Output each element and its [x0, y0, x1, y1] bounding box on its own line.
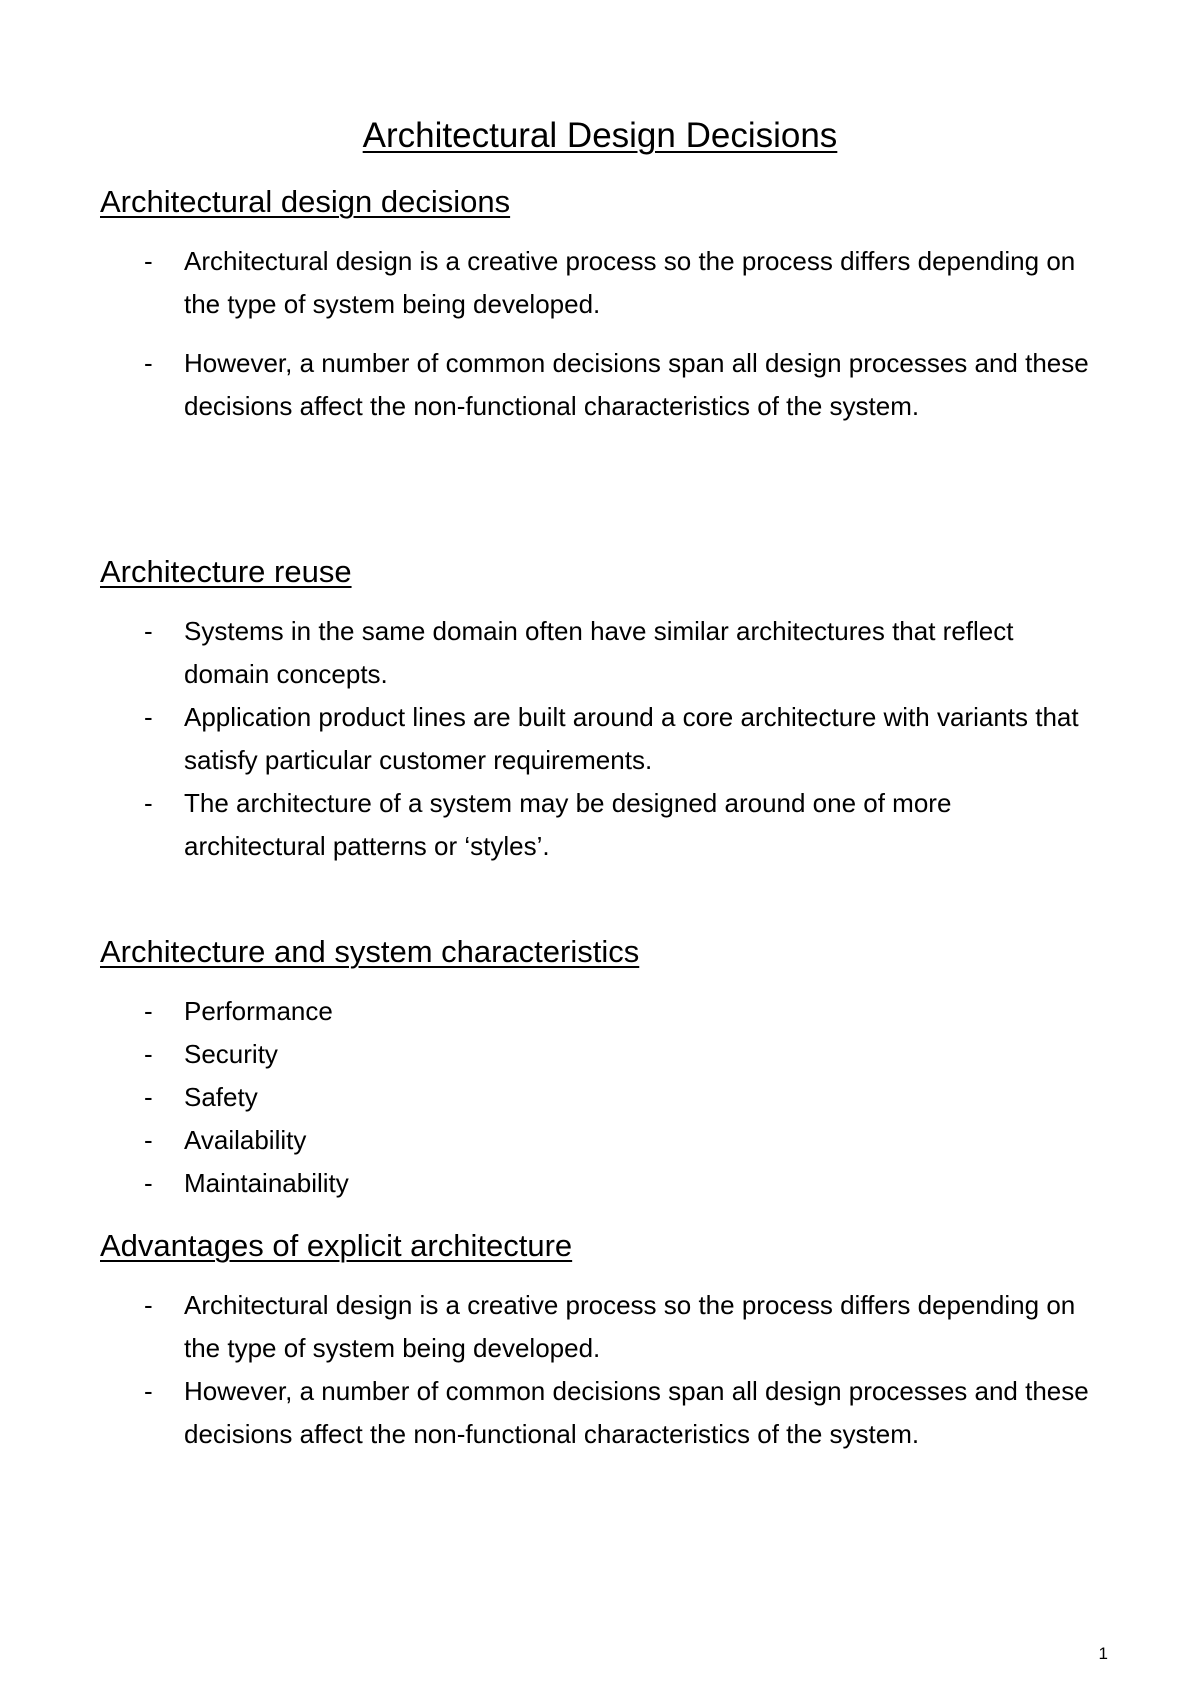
- section-advantages-of-explicit-architecture: [100, 1226, 1100, 1456]
- list-item-text: Safety: [184, 1082, 258, 1112]
- list-item-text: The architecture of a system may be designed around one of more architectural patterns or ‘styles’.: [184, 788, 952, 861]
- bullet-marker: -: [144, 1376, 153, 1406]
- section-architecture-and-system-characteristics: [100, 932, 1100, 1205]
- list-item: [100, 240, 1100, 326]
- bullet-marker: -: [144, 1082, 153, 1112]
- list-item-text: Architectural design is a creative process so the process differs depending on the type of system being developed.: [184, 1290, 1076, 1363]
- list-item: [100, 1370, 1100, 1456]
- bullet-marker: -: [144, 348, 153, 378]
- list-item-text: Architectural design is a creative process so the process differs depending on the type of system being developed.: [184, 246, 1076, 319]
- bullet-marker: -: [144, 616, 153, 646]
- list-item: [100, 610, 1100, 696]
- bullet-marker: -: [144, 1290, 153, 1320]
- list-item: [100, 342, 1100, 428]
- list-item: [100, 696, 1100, 782]
- list-item: [100, 1284, 1100, 1370]
- bullet-list: [100, 610, 1100, 868]
- bullet-marker: -: [144, 996, 153, 1026]
- bullet-list: [100, 240, 1100, 428]
- bullet-list: [100, 1284, 1100, 1456]
- list-item-text: Security: [184, 1039, 278, 1069]
- bullet-list: [100, 990, 1100, 1205]
- list-item: [100, 990, 1100, 1033]
- section-heading: Architecture reuse: [100, 554, 352, 589]
- document-title: Architectural Design Decisions: [362, 116, 838, 155]
- list-item-text: Systems in the same domain often have similar architectures that reflect domain concepts.: [184, 616, 1014, 689]
- bullet-marker: -: [144, 788, 153, 818]
- bullet-marker: -: [144, 1039, 153, 1069]
- bullet-marker: -: [144, 1125, 153, 1155]
- list-item-text: However, a number of common decisions span all design processes and these decisions affect the non-functional characteristics of the system.: [184, 348, 1089, 421]
- page-number: 1: [1098, 1644, 1108, 1663]
- list-item: [100, 1162, 1100, 1205]
- list-item-text: Maintainability: [184, 1168, 349, 1198]
- list-item: [100, 1033, 1100, 1076]
- list-item: [100, 782, 1100, 868]
- section-heading: Architectural design decisions: [100, 184, 511, 219]
- bullet-marker: -: [144, 702, 153, 732]
- section-heading: Architecture and system characteristics: [100, 934, 640, 969]
- section-heading: Advantages of explicit architecture: [100, 1228, 573, 1263]
- bullet-marker: -: [144, 1168, 153, 1198]
- list-item-text: However, a number of common decisions span all design processes and these decisions affect the non-functional characteristics of the system.: [184, 1376, 1089, 1449]
- list-item: [100, 1119, 1100, 1162]
- section-architectural-design-decisions: [100, 182, 1100, 428]
- bullet-marker: -: [144, 246, 153, 276]
- list-item-text: Application product lines are built around a core architecture with variants that satisfy particular customer requirements.: [184, 702, 1079, 775]
- list-item: [100, 1076, 1100, 1119]
- list-item-text: Performance: [184, 996, 333, 1026]
- section-architecture-reuse: [100, 552, 1100, 868]
- list-item-text: Availability: [184, 1125, 307, 1155]
